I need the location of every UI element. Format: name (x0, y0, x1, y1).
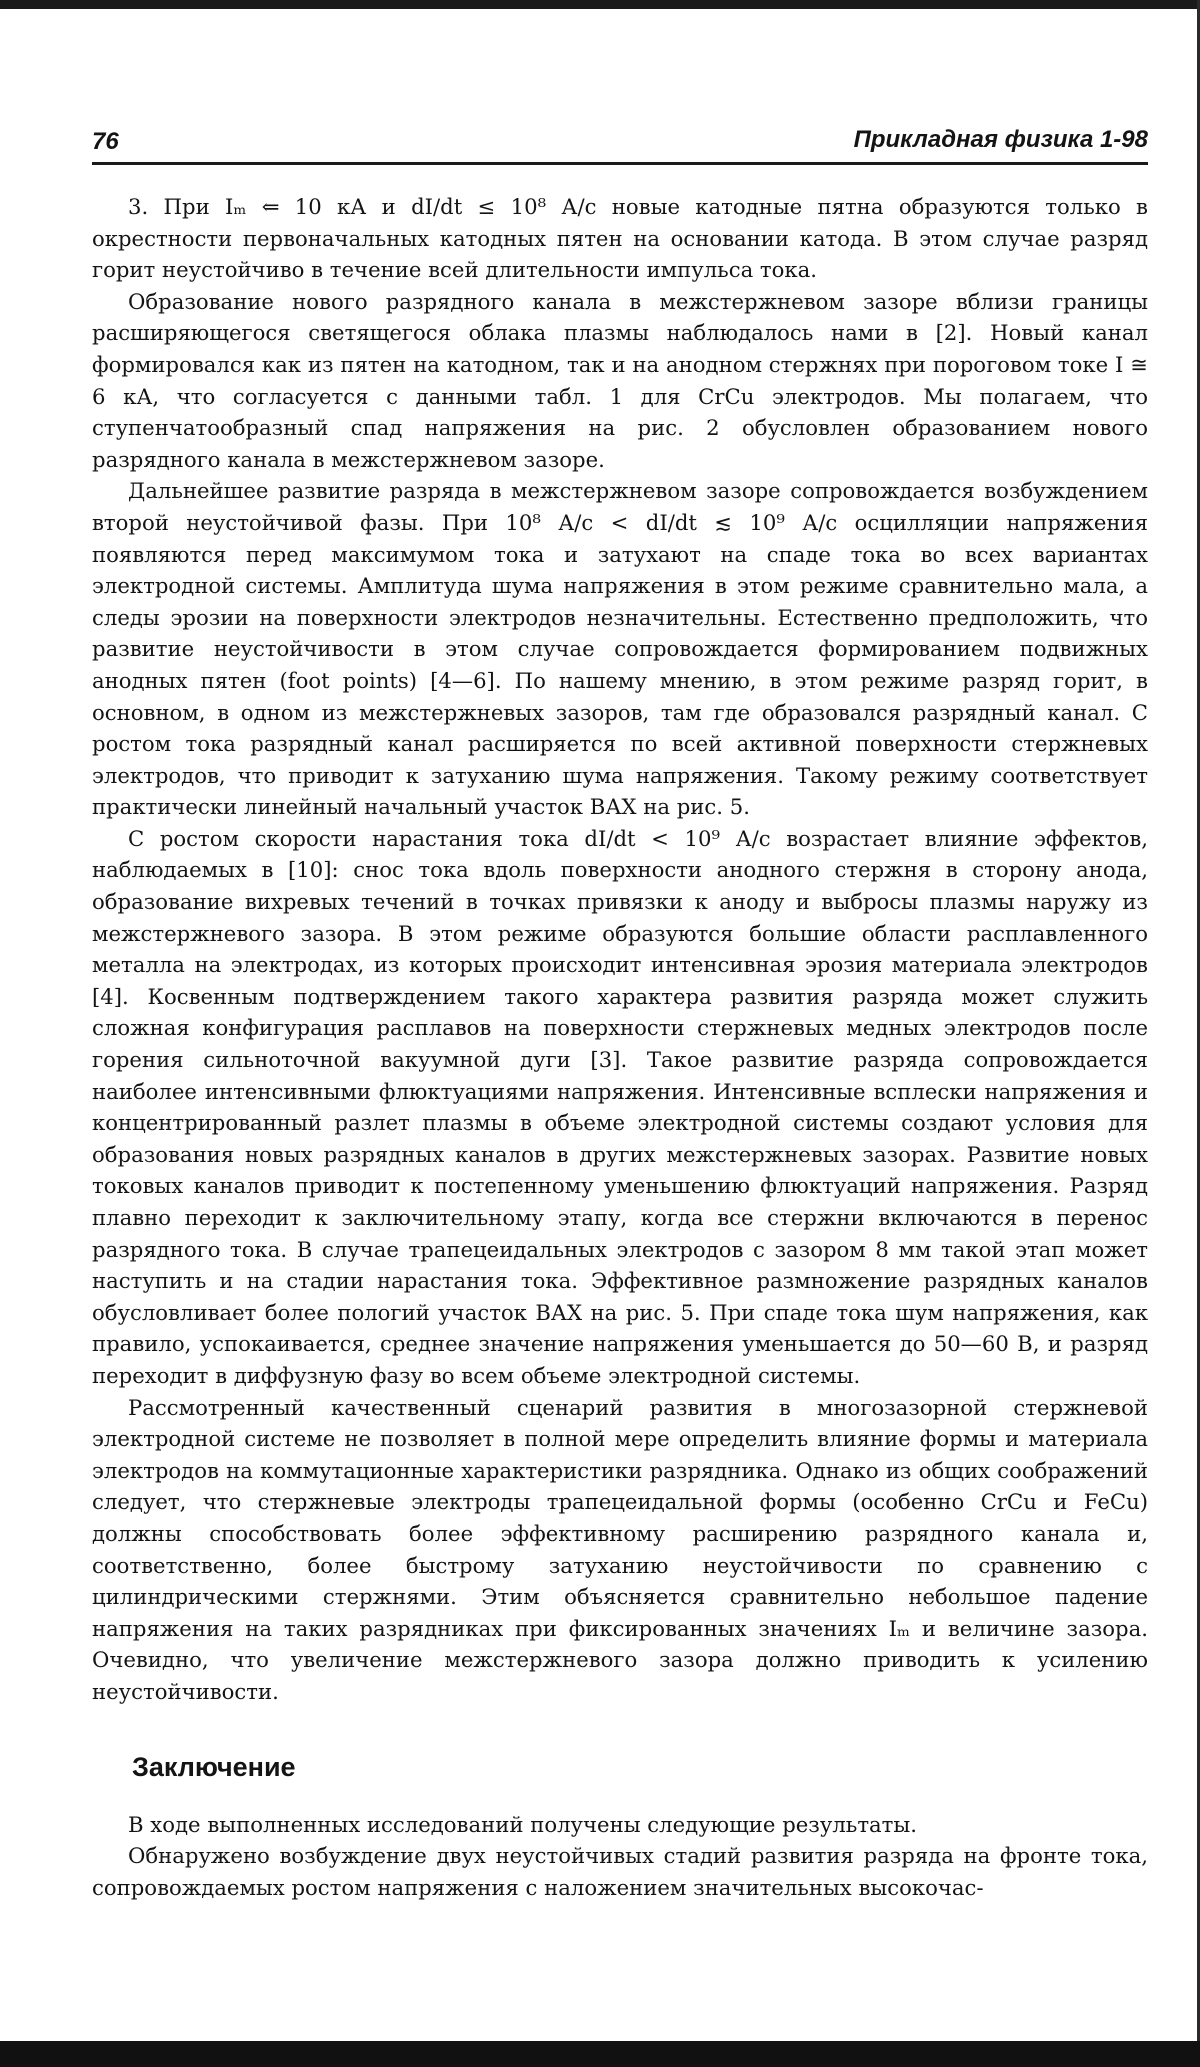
conclusion-body (92, 1809, 1148, 1904)
paragraph: Рассмотренный качественный сценарий развития в многозазорной стержневой электродной системе не позволяет в полной мере определить влияние формы и материала электродов на коммутационные характеристики разрядника. Однако из общих соображений следует, что стержневые электроды трапецеидальной формы (особенно CrCu и FeCu) должны способствовать более эффективному расширению разрядного канала и, соответственно, более быстрому затуханию неустойчивости по сравнению с цилиндрическими стержнями. Этим объясняется сравнительно небольшое падение напряжения на таких разрядниках при фиксированных значениях Iₘ и величине зазора. Очевидно, что увеличение межстержневого зазора должно приводить к усилению неустойчивости. (92, 1394, 1148, 1704)
header-rule (92, 162, 1148, 165)
running-head (92, 118, 1148, 162)
journal-page (92, 118, 1148, 1903)
paragraph: 3. При Iₘ ⇐ 10 кА и dI/dt ≤ 10⁸ А/с новые катодные пятна образуются только в окрестности первоначальных катодных пятен на основании катода. В этом случае разряд горит неустойчиво в течение всей длительности импульса тока. (92, 194, 1148, 283)
paragraph: Обнаружено возбуждение двух неустойчивых стадий развития разряда на фронте тока, сопровождаемых ростом напряжения с наложением значительных высокочас- (92, 1843, 1148, 1900)
scan-top-edge (0, 0, 1200, 9)
paragraph: Образование нового разрядного канала в межстержневом зазоре вблизи границы расширяющегося светящегося облака плазмы наблюдалось нами в [2]. Новый канал формировался как из пятен на катодном, так и на анодном стержнях при пороговом токе I ≅ 6 кА, что согласуется с данными табл. 1 для CrCu электродов. Мы полагаем, что ступенчатообразный спад напряжения на рис. 2 обусловлен образованием нового разрядного канала в межстержневом зазоре. (92, 288, 1148, 472)
section-heading: Заключение (132, 1751, 296, 1782)
article-body (92, 191, 1148, 1708)
paragraph: В ходе выполненных исследований получены следующие результаты. (128, 1811, 917, 1837)
paragraph: Дальнейшее развитие разряда в межстержневом зазоре сопровождается возбуждением второй неустойчивой фазы. При 10⁸ А/с < dI/dt ≲ 10⁹ А/с осцилляции напряжения появляются перед максимумом тока и затухают на спаде тока во всех вариантах электродной системы. Амплитуда шума напряжения в этом режиме сравнительно мала, а следы эрозии на поверхности электродов незначительны. Естественно предположить, что развитие неустойчивости в этом случае сопровождается формированием подвижных анодных пятен (foot points) [4—6]. По нашему мнению, в этом режиме разряд горит, в основном, в одном из межстержневых зазоров, там где образовался разрядный канал. С ростом тока разрядный канал расширяется по всей активной поверхности стержневых электродов, что приводит к затуханию шума напряжения. Такому режиму соответствует практически линейный начальный участок ВАХ на рис. 5. (92, 478, 1148, 820)
scan-bottom-edge (0, 2041, 1200, 2067)
journal-title: Прикладная физика 1-98 (853, 126, 1148, 153)
paragraph: С ростом скорости нарастания тока dI/dt < 10⁹ А/с возрастает влияние эффектов, наблюдаемых в [10]: снос тока вдоль поверхности анодного стержня в сторону анода, образование вихревых течений в точках привязки к аноду и выбросы плазмы наружу из межстержневого зазора. В этом режиме образуются большие области расплавленного металла на электродах, из которых происходит интенсивная эрозия материала электродов [4]. Косвенным подтверждением такого характера развития разряда может служить сложная конфигурация расплавов на поверхности стержневых медных электродов после горения сильноточной вакуумной дуги [3]. Такое развитие разряда сопровождается наиболее интенсивными флюктуациями напряжения. Интенсивные всплески напряжения и концентрированный разлет плазмы в объеме электродной системы создают условия для образования новых разрядных каналов в других межстержневых зазорах. Развитие новых токовых каналов приводит к постепенному уменьшению флюктуаций напряжения. Разряд плавно переходит к заключительному этапу, когда все стержни включаются в перенос разрядного тока. В случае трапецеидальных электродов с зазором 8 мм такой этап может наступить и на стадии нарастания тока. Эффективное размножение разрядных каналов обусловливает более пологий участок ВАХ на рис. 5. При спаде тока шум напряжения, как правило, успокаивается, среднее значение напряжения уменьшается до 50—60 В, и разряд переходит в диффузную фазу во всем объеме электродной системы. (92, 825, 1148, 1388)
page-number: 76 (92, 128, 119, 155)
